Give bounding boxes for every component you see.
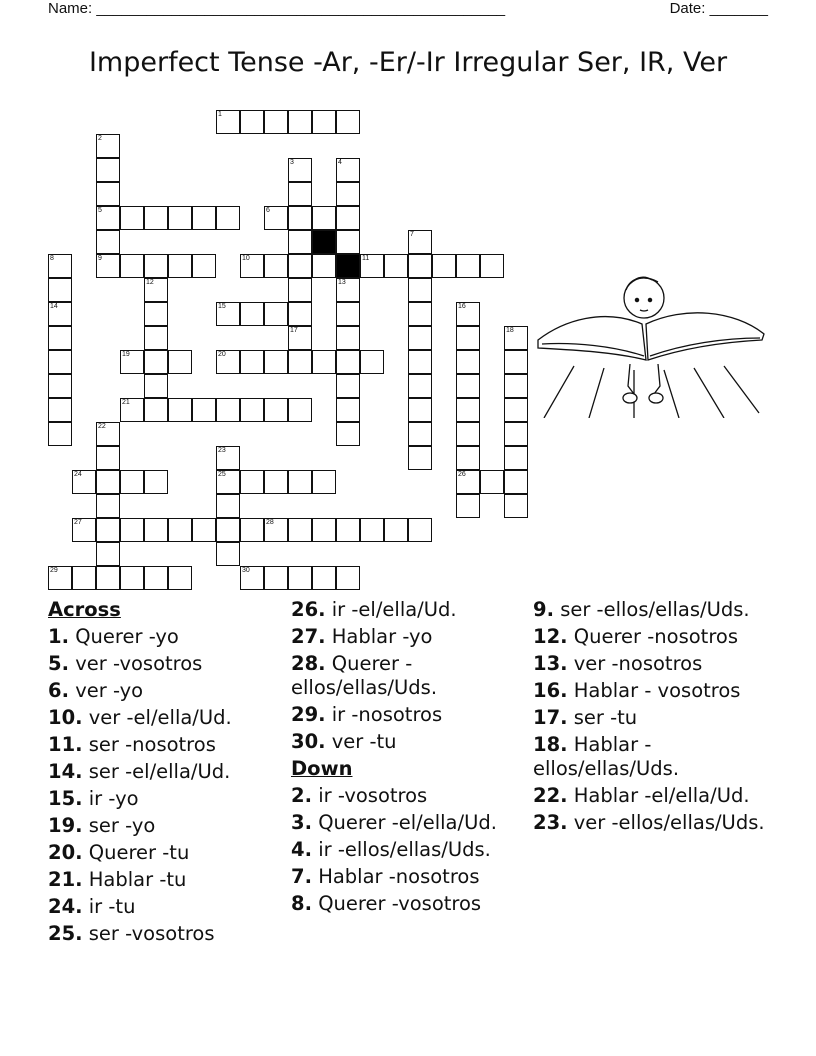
clue-number-label: 6. [48,679,69,702]
clue-text: ir -nosotros [331,703,443,726]
clue-number-label: 25. [48,922,83,945]
clue-text: ver -el/ella/Ud. [88,706,232,729]
clue-item [48,652,283,676]
clue-text: Querer -tu [88,841,190,864]
crossword-black-cell [336,254,360,278]
clue-number: 8 [50,255,54,262]
crossword-cell[interactable] [288,254,312,278]
clue-number-label: 10. [48,706,83,729]
clue-number: 3 [290,159,294,166]
clue-number: 20 [218,351,226,358]
crossword-cell[interactable] [120,254,144,278]
name-field[interactable] [48,0,505,17]
clue-item [48,733,283,757]
crossword-cell[interactable] [240,302,264,326]
crossword-cell[interactable] [288,566,312,590]
crossword-cell[interactable] [96,182,120,206]
crossword-cell[interactable] [240,518,264,542]
clue-item [48,760,283,784]
clue-text: Querer -vosotros [318,892,482,915]
date-label: Date: [669,0,706,17]
clue-number-label: 17. [533,706,568,729]
clue-number-label: 9. [533,598,554,621]
crossword-cell[interactable] [120,206,144,230]
crossword-cell[interactable] [288,182,312,206]
clue-number: 30 [242,567,250,574]
crossword-cell[interactable] [96,158,120,182]
crossword-cell[interactable] [360,518,384,542]
crossword-cell[interactable] [96,230,120,254]
crossword-cell[interactable] [264,350,288,374]
clue-number-label: 1. [48,625,69,648]
clue-item [291,838,526,862]
clue-number-label: 29. [291,703,326,726]
crossword-cell[interactable] [336,158,360,182]
crossword-cell[interactable] [168,206,192,230]
crossword-cell[interactable] [264,566,288,590]
crossword-cell[interactable] [480,470,504,494]
clue-number-label: 16. [533,679,568,702]
crossword-cell[interactable] [288,110,312,134]
clue-number: 29 [50,567,58,574]
crossword-cell[interactable] [96,566,120,590]
crossword-cell[interactable] [456,398,480,422]
crossword-cell[interactable] [408,350,432,374]
clue-item [291,703,526,727]
clue-number: 7 [410,231,414,238]
crossword-cell[interactable] [264,302,288,326]
clues-column-3 [533,598,773,838]
crossword-cell[interactable] [312,518,336,542]
clue-number-label: 21. [48,868,83,891]
crossword-cell[interactable] [192,206,216,230]
clue-item [291,811,526,835]
crossword-cell[interactable] [408,254,432,278]
crossword-cell[interactable] [216,446,240,470]
crossword-cell[interactable] [336,350,360,374]
clue-item [48,625,283,649]
header-line [48,0,768,22]
clue-number-label: 7. [291,865,312,888]
crossword-cell[interactable] [216,398,240,422]
clue-text: ir -ellos/ellas/Uds. [318,838,491,861]
clue-text: ir -el/ella/Ud. [331,598,457,621]
crossword-cell[interactable] [72,566,96,590]
crossword-cell[interactable] [144,350,168,374]
crossword-cell[interactable] [336,206,360,230]
clue-text: ir -yo [88,787,139,810]
clue-number: 22 [98,423,106,430]
crossword-cell[interactable] [264,254,288,278]
crossword-cell[interactable] [504,494,528,518]
clue-text: Querer -nosotros [573,625,738,648]
crossword-cell[interactable] [240,566,264,590]
clue-text: ir -tu [88,895,136,918]
clue-text: ver -vosotros [75,652,203,675]
crossword-cell[interactable] [336,566,360,590]
crossword-cell[interactable] [288,518,312,542]
name-label: Name: [48,0,93,17]
crossword-cell[interactable] [96,542,120,566]
clue-item [48,922,283,946]
crossword-cell[interactable] [288,158,312,182]
clue-text: ser -nosotros [88,733,216,756]
clue-number: 2 [98,135,102,142]
clue-number-label: 13. [533,652,568,675]
clue-text: Hablar - vosotros [573,679,741,702]
clue-number: 12 [146,279,154,286]
crossword-cell[interactable] [72,470,96,494]
clue-text: ver -ellos/ellas/Uds. [573,811,765,834]
crossword-black-cell [312,230,336,254]
clue-number-label: 14. [48,760,83,783]
clues-column-2 [291,598,526,919]
clue-number-label: 28. [291,652,326,675]
crossword-cell[interactable] [288,278,312,302]
clue-number: 24 [74,471,82,478]
clue-number-label: 23. [533,811,568,834]
crossword-cell[interactable] [456,422,480,446]
clue-item [291,865,526,889]
crossword-cell[interactable] [120,566,144,590]
clue-item [291,730,526,754]
crossword-cell[interactable] [504,350,528,374]
clue-text: ser -el/ella/Ud. [88,760,231,783]
clue-text: Querer -el/ella/Ud. [318,811,497,834]
clue-text: Hablar -nosotros [318,865,480,888]
clue-number: 21 [122,399,130,406]
clue-text: ser -vosotros [88,922,215,945]
crossword-cell[interactable] [48,350,72,374]
crossword-cell[interactable] [96,494,120,518]
crossword-cell[interactable] [408,278,432,302]
clue-number: 25 [218,471,226,478]
clue-number: 4 [338,159,342,166]
clue-number: 23 [218,447,226,454]
crossword-cell[interactable] [288,398,312,422]
clue-item [533,733,773,781]
crossword-cell[interactable] [312,470,336,494]
clue-number: 5 [98,207,102,214]
crossword-cell[interactable] [456,254,480,278]
crossword-cell[interactable] [504,446,528,470]
clue-item [48,868,283,892]
crossword-cell[interactable] [336,326,360,350]
crossword-cell[interactable] [408,374,432,398]
crossword-cell[interactable] [360,350,384,374]
clue-number: 28 [266,519,274,526]
crossword-cell[interactable] [120,350,144,374]
crossword-cell[interactable] [48,254,72,278]
crossword-cell[interactable] [288,206,312,230]
clue-item [533,625,773,649]
crossword-cell[interactable] [504,398,528,422]
crossword-cell[interactable] [264,206,288,230]
clue-text: ir -vosotros [318,784,428,807]
crossword-cell[interactable] [168,518,192,542]
crossword-cell[interactable] [264,518,288,542]
crossword-cell[interactable] [408,518,432,542]
crossword-cell[interactable] [456,374,480,398]
crossword-cell[interactable] [360,254,384,278]
clue-text: Hablar -yo [331,625,433,648]
crossword-cell[interactable] [504,470,528,494]
clue-number-label: 12. [533,625,568,648]
clue-item [291,784,526,808]
crossword-cell[interactable] [216,470,240,494]
clue-item [48,787,283,811]
crossword-cell[interactable] [144,398,168,422]
clue-number: 26 [458,471,466,478]
clue-number: 17 [290,327,298,334]
crossword-cell[interactable] [456,470,480,494]
crossword-cell[interactable] [48,566,72,590]
crossword-cell[interactable] [264,470,288,494]
crossword-cell[interactable] [96,422,120,446]
crossword-cell[interactable] [456,446,480,470]
crossword-cell[interactable] [120,518,144,542]
crossword-cell[interactable] [144,326,168,350]
clue-number-label: 30. [291,730,326,753]
clue-number-label: 18. [533,733,568,756]
crossword-cell[interactable] [336,230,360,254]
clue-number: 18 [506,327,514,334]
clue-number: 27 [74,519,82,526]
clue-number-label: 8. [291,892,312,915]
crossword-cell[interactable] [456,302,480,326]
clue-text: ver -tu [331,730,397,753]
crossword-cell[interactable] [48,302,72,326]
clue-number-label: 15. [48,787,83,810]
clue-number: 14 [50,303,58,310]
crossword-cell[interactable] [144,374,168,398]
crossword-cell[interactable] [408,446,432,470]
crossword-cell[interactable] [312,566,336,590]
crossword-cell[interactable] [144,254,168,278]
crossword-cell[interactable] [144,518,168,542]
clue-number-label: 11. [48,733,83,756]
crossword-cell[interactable] [264,110,288,134]
clue-item [533,811,773,835]
crossword-cell[interactable] [288,326,312,350]
crossword-cell[interactable] [144,302,168,326]
crossword-cell[interactable] [456,326,480,350]
clue-number: 16 [458,303,466,310]
crossword-cell[interactable] [408,326,432,350]
clue-number: 13 [338,279,346,286]
clue-text: ser -yo [88,814,156,837]
crossword-cell[interactable] [96,254,120,278]
crossword-cell[interactable] [288,470,312,494]
clue-item [48,706,283,730]
clue-item [291,598,526,622]
date-field[interactable] [670,0,768,17]
clue-number: 9 [98,255,102,262]
clue-text: ver -nosotros [573,652,703,675]
clue-item [533,679,773,703]
crossword-cell[interactable] [48,326,72,350]
clue-number: 11 [362,255,370,262]
crossword-cell[interactable] [48,398,72,422]
crossword-cell[interactable] [192,518,216,542]
crossword-cell[interactable] [72,518,96,542]
crossword-cell[interactable] [96,446,120,470]
crossword-cell[interactable] [408,230,432,254]
down-heading: Down [291,757,353,780]
crossword-cell[interactable] [216,110,240,134]
clue-item [291,892,526,916]
clue-text: ver -yo [75,679,144,702]
crossword-cell[interactable] [336,518,360,542]
crossword-cell[interactable] [240,110,264,134]
clue-item [291,625,526,649]
crossword-cell[interactable] [456,494,480,518]
clue-item [533,706,773,730]
name-blank: _________________________________________________ [96,0,506,17]
crossword-cell[interactable] [288,302,312,326]
crossword-cell[interactable] [312,206,336,230]
clue-item [291,652,526,700]
crossword-cell[interactable] [408,398,432,422]
clue-number-label: 27. [291,625,326,648]
crossword-cell[interactable] [312,350,336,374]
crossword-cell[interactable] [144,278,168,302]
clue-number-label: 20. [48,841,83,864]
crossword-cell[interactable] [120,470,144,494]
crossword-cell[interactable] [336,278,360,302]
clue-item [48,895,283,919]
crossword-cell[interactable] [288,350,312,374]
crossword-cell[interactable] [216,518,240,542]
across-heading: Across [48,598,121,621]
clue-text: Hablar -tu [88,868,187,891]
crossword-cell[interactable] [336,398,360,422]
crossword-cell[interactable] [288,230,312,254]
clue-text: Querer -yo [75,625,179,648]
clue-number: 10 [242,255,250,262]
crossword-cell[interactable] [168,398,192,422]
crossword-cell[interactable] [192,254,216,278]
crossword-cell[interactable] [240,350,264,374]
crossword-cell[interactable] [96,518,120,542]
crossword-cell[interactable] [504,326,528,350]
crossword-cell[interactable] [216,350,240,374]
crossword-cell[interactable] [504,374,528,398]
crossword-cell[interactable] [312,254,336,278]
crossword-cell[interactable] [240,398,264,422]
crossword-cell[interactable] [144,206,168,230]
crossword-cell[interactable] [384,518,408,542]
crossword-cell[interactable] [48,278,72,302]
crossword-cell[interactable] [384,254,408,278]
clue-number-label: 5. [48,652,69,675]
crossword-cell[interactable] [48,422,72,446]
clue-number-label: 3. [291,811,312,834]
crossword-cell[interactable] [144,470,168,494]
crossword-cell[interactable] [192,398,216,422]
clue-item [48,814,283,838]
date-blank: _______ [709,0,768,17]
clue-item [533,598,773,622]
crossword-cell[interactable] [96,134,120,158]
crossword-cell[interactable] [96,470,120,494]
crossword-cell[interactable] [144,566,168,590]
crossword-cell[interactable] [168,350,192,374]
crossword-cell[interactable] [240,470,264,494]
clue-item [48,679,283,703]
crossword-cell[interactable] [336,374,360,398]
child-reading-book-illustration [534,268,768,418]
crossword-cell[interactable] [456,350,480,374]
clue-item [533,784,773,808]
crossword-cell[interactable] [408,302,432,326]
crossword-cell[interactable] [168,566,192,590]
clue-number-label: 4. [291,838,312,861]
crossword-cell[interactable] [168,254,192,278]
crossword-cell[interactable] [264,398,288,422]
crossword-cell[interactable] [216,206,240,230]
clue-number: 6 [266,207,270,214]
crossword-cell[interactable] [480,254,504,278]
clue-number: 19 [122,351,130,358]
crossword-cell[interactable] [432,254,456,278]
crossword-cell[interactable] [336,110,360,134]
clue-text: ser -ellos/ellas/Uds. [560,598,750,621]
clue-number-label: 2. [291,784,312,807]
crossword-cell[interactable] [216,494,240,518]
clue-text: ser -tu [573,706,638,729]
crossword-cell[interactable] [312,110,336,134]
clue-item [48,841,283,865]
crossword-cell[interactable] [504,422,528,446]
crossword-cell[interactable] [336,422,360,446]
clue-number-label: 19. [48,814,83,837]
clue-number-label: 26. [291,598,326,621]
clue-number: 15 [218,303,226,310]
clue-text: Hablar -ellos/ellas/Uds. [533,733,680,780]
crossword-cell[interactable] [336,302,360,326]
crossword-cell[interactable] [120,398,144,422]
crossword-cell[interactable] [240,254,264,278]
clue-number: 1 [218,111,222,118]
crossword-cell[interactable] [96,206,120,230]
clue-number-label: 22. [533,784,568,807]
clue-item [533,652,773,676]
clues-column-1 [48,598,283,949]
crossword-cell[interactable] [216,302,240,326]
clue-number-label: 24. [48,895,83,918]
crossword-cell[interactable] [336,182,360,206]
page-title: Imperfect Tense -Ar, -Er/-Ir Irregular Ser, IR, Ver [88,47,728,78]
clue-text: Querer -ellos/ellas/Uds. [291,652,438,699]
crossword-cell[interactable] [216,542,240,566]
clue-text: Hablar -el/ella/Ud. [573,784,750,807]
crossword-cell[interactable] [48,374,72,398]
crossword-cell[interactable] [408,422,432,446]
